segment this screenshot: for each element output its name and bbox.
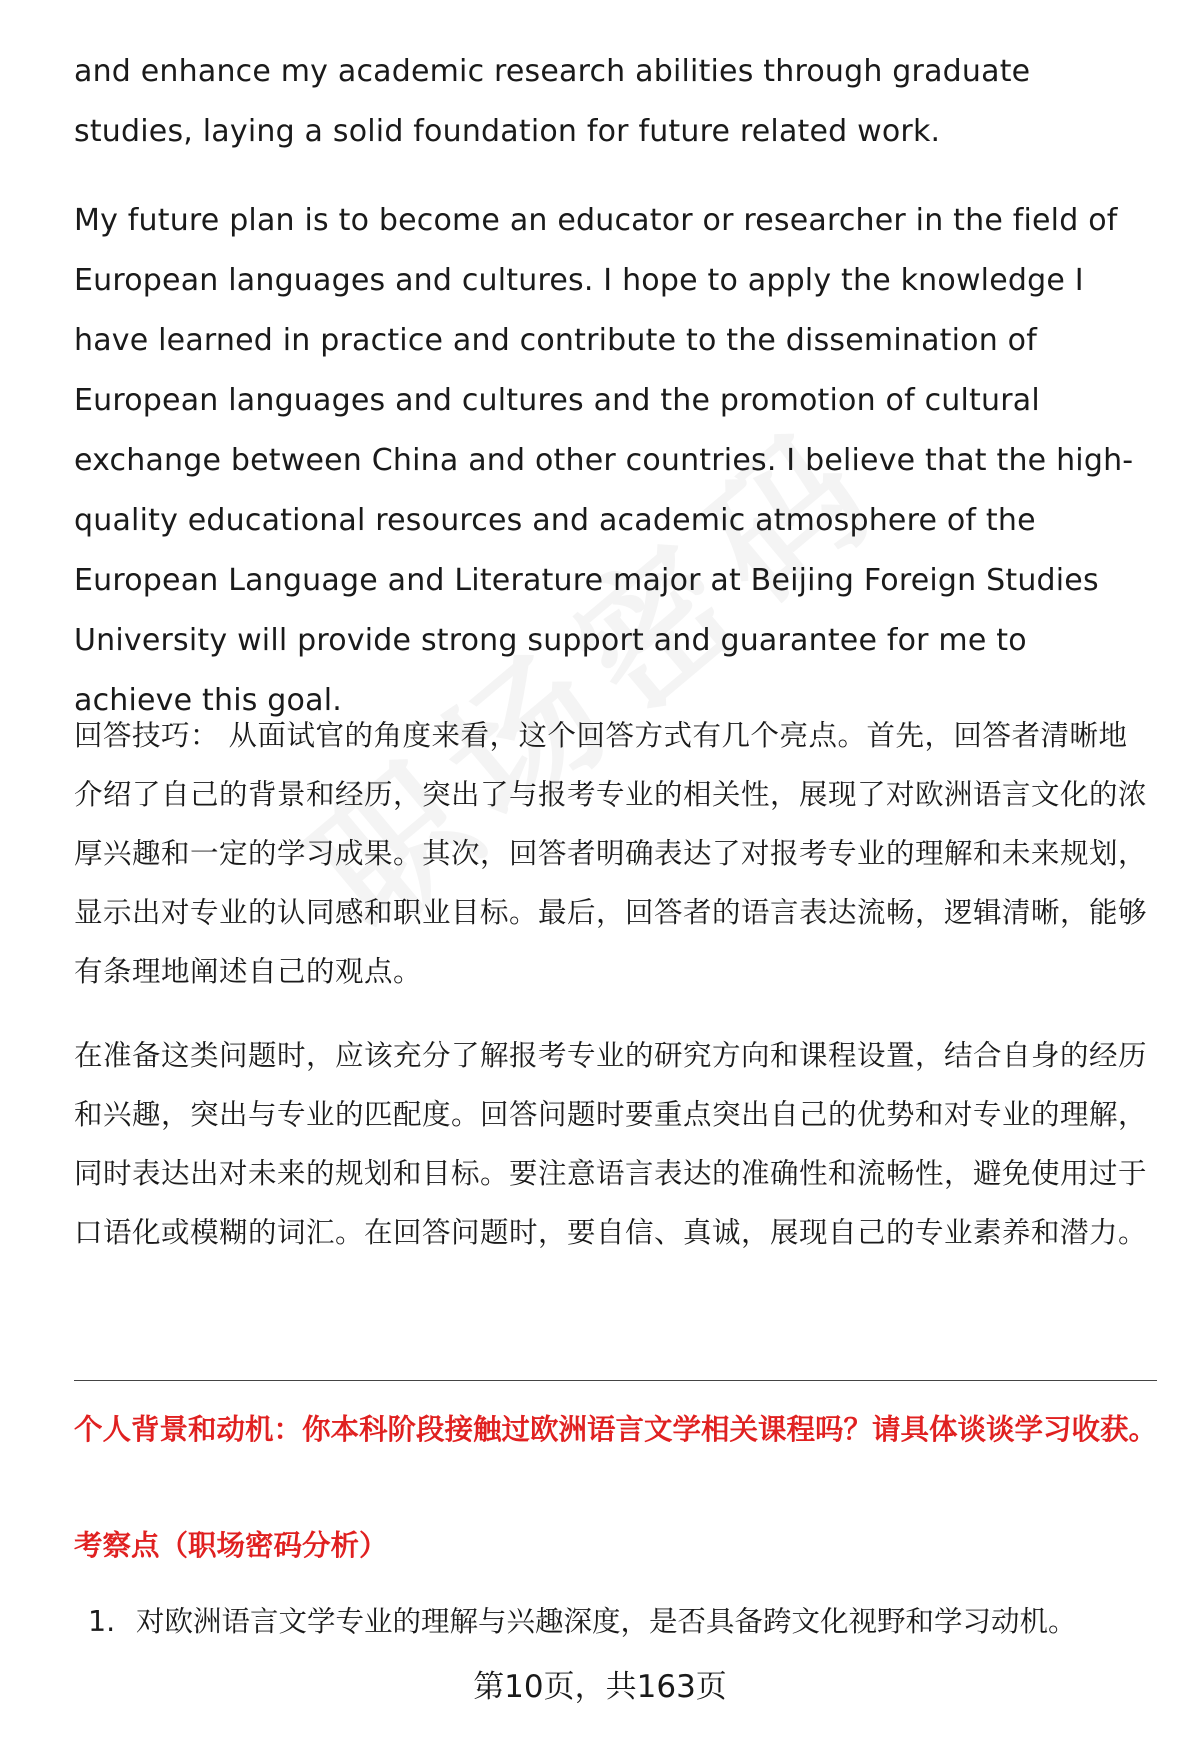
answer-tips <box>74 706 1154 1287</box>
paragraph: and enhance my academic research abilities through graduate studies, laying a solid foundation for future related work. <box>74 54 1031 149</box>
paragraph: My future plan is to become an educator or researcher in the field of European languages and cultures. I hope to apply the knowledge I have learned in practice and contribute to the dissemination of European languages and cultures and the promotion of cultural exchange between China and other countries. I believe that the high-quality educational resources and academic atmosphere of the European Language and Literature major at Beijing Foreign Studies University will provide strong support and guarantee for me to achieve this goal. <box>74 203 1134 718</box>
points-title: 考察点（职场密码分析） <box>74 1529 388 1562</box>
paragraph: 在准备这类问题时，应该充分了解报考专业的研究方向和课程设置，结合自身的经历和兴趣，突出与专业的匹配度。回答问题时要重点突出自己的优势和对专业的理解，同时表达出对未来的规划和目标。要注意语言表达的准确性和流畅性，避免使用过于口语化或模糊的词汇。在回答问题时，要自信、真诚，展现自己的专业素养和潜力。 <box>74 1039 1148 1249</box>
points-list <box>80 1600 1160 1644</box>
page-number: 第10页，共163页 <box>473 1669 727 1705</box>
list-item <box>80 1600 1160 1644</box>
paragraph: 回答技巧： 从面试官的角度来看，这个回答方式有几个亮点。首先，回答者清晰地介绍了自己的背景和经历，突出了与报考专业的相关性，展现了对欧洲语言文化的浓厚兴趣和一定的学习成果。其次，回答者明确表达了对报考专业的理解和未来规划，显示出对专业的认同感和职业目标。最后，回答者的语言表达流畅，逻辑清晰，能够有条理地阐述自己的观点。 <box>74 719 1148 988</box>
english-answer <box>74 42 1154 760</box>
question-heading: 个人背景和动机：你本科阶段接触过欧洲语言文学相关课程吗？请具体谈谈学习收获。 <box>74 1413 1158 1446</box>
list-number: 1. <box>88 1605 116 1638</box>
list-item-text: 对欧洲语言文学专业的理解与兴趣深度，是否具备跨文化视野和学习动机。 <box>136 1605 1077 1638</box>
section-divider <box>74 1380 1157 1381</box>
